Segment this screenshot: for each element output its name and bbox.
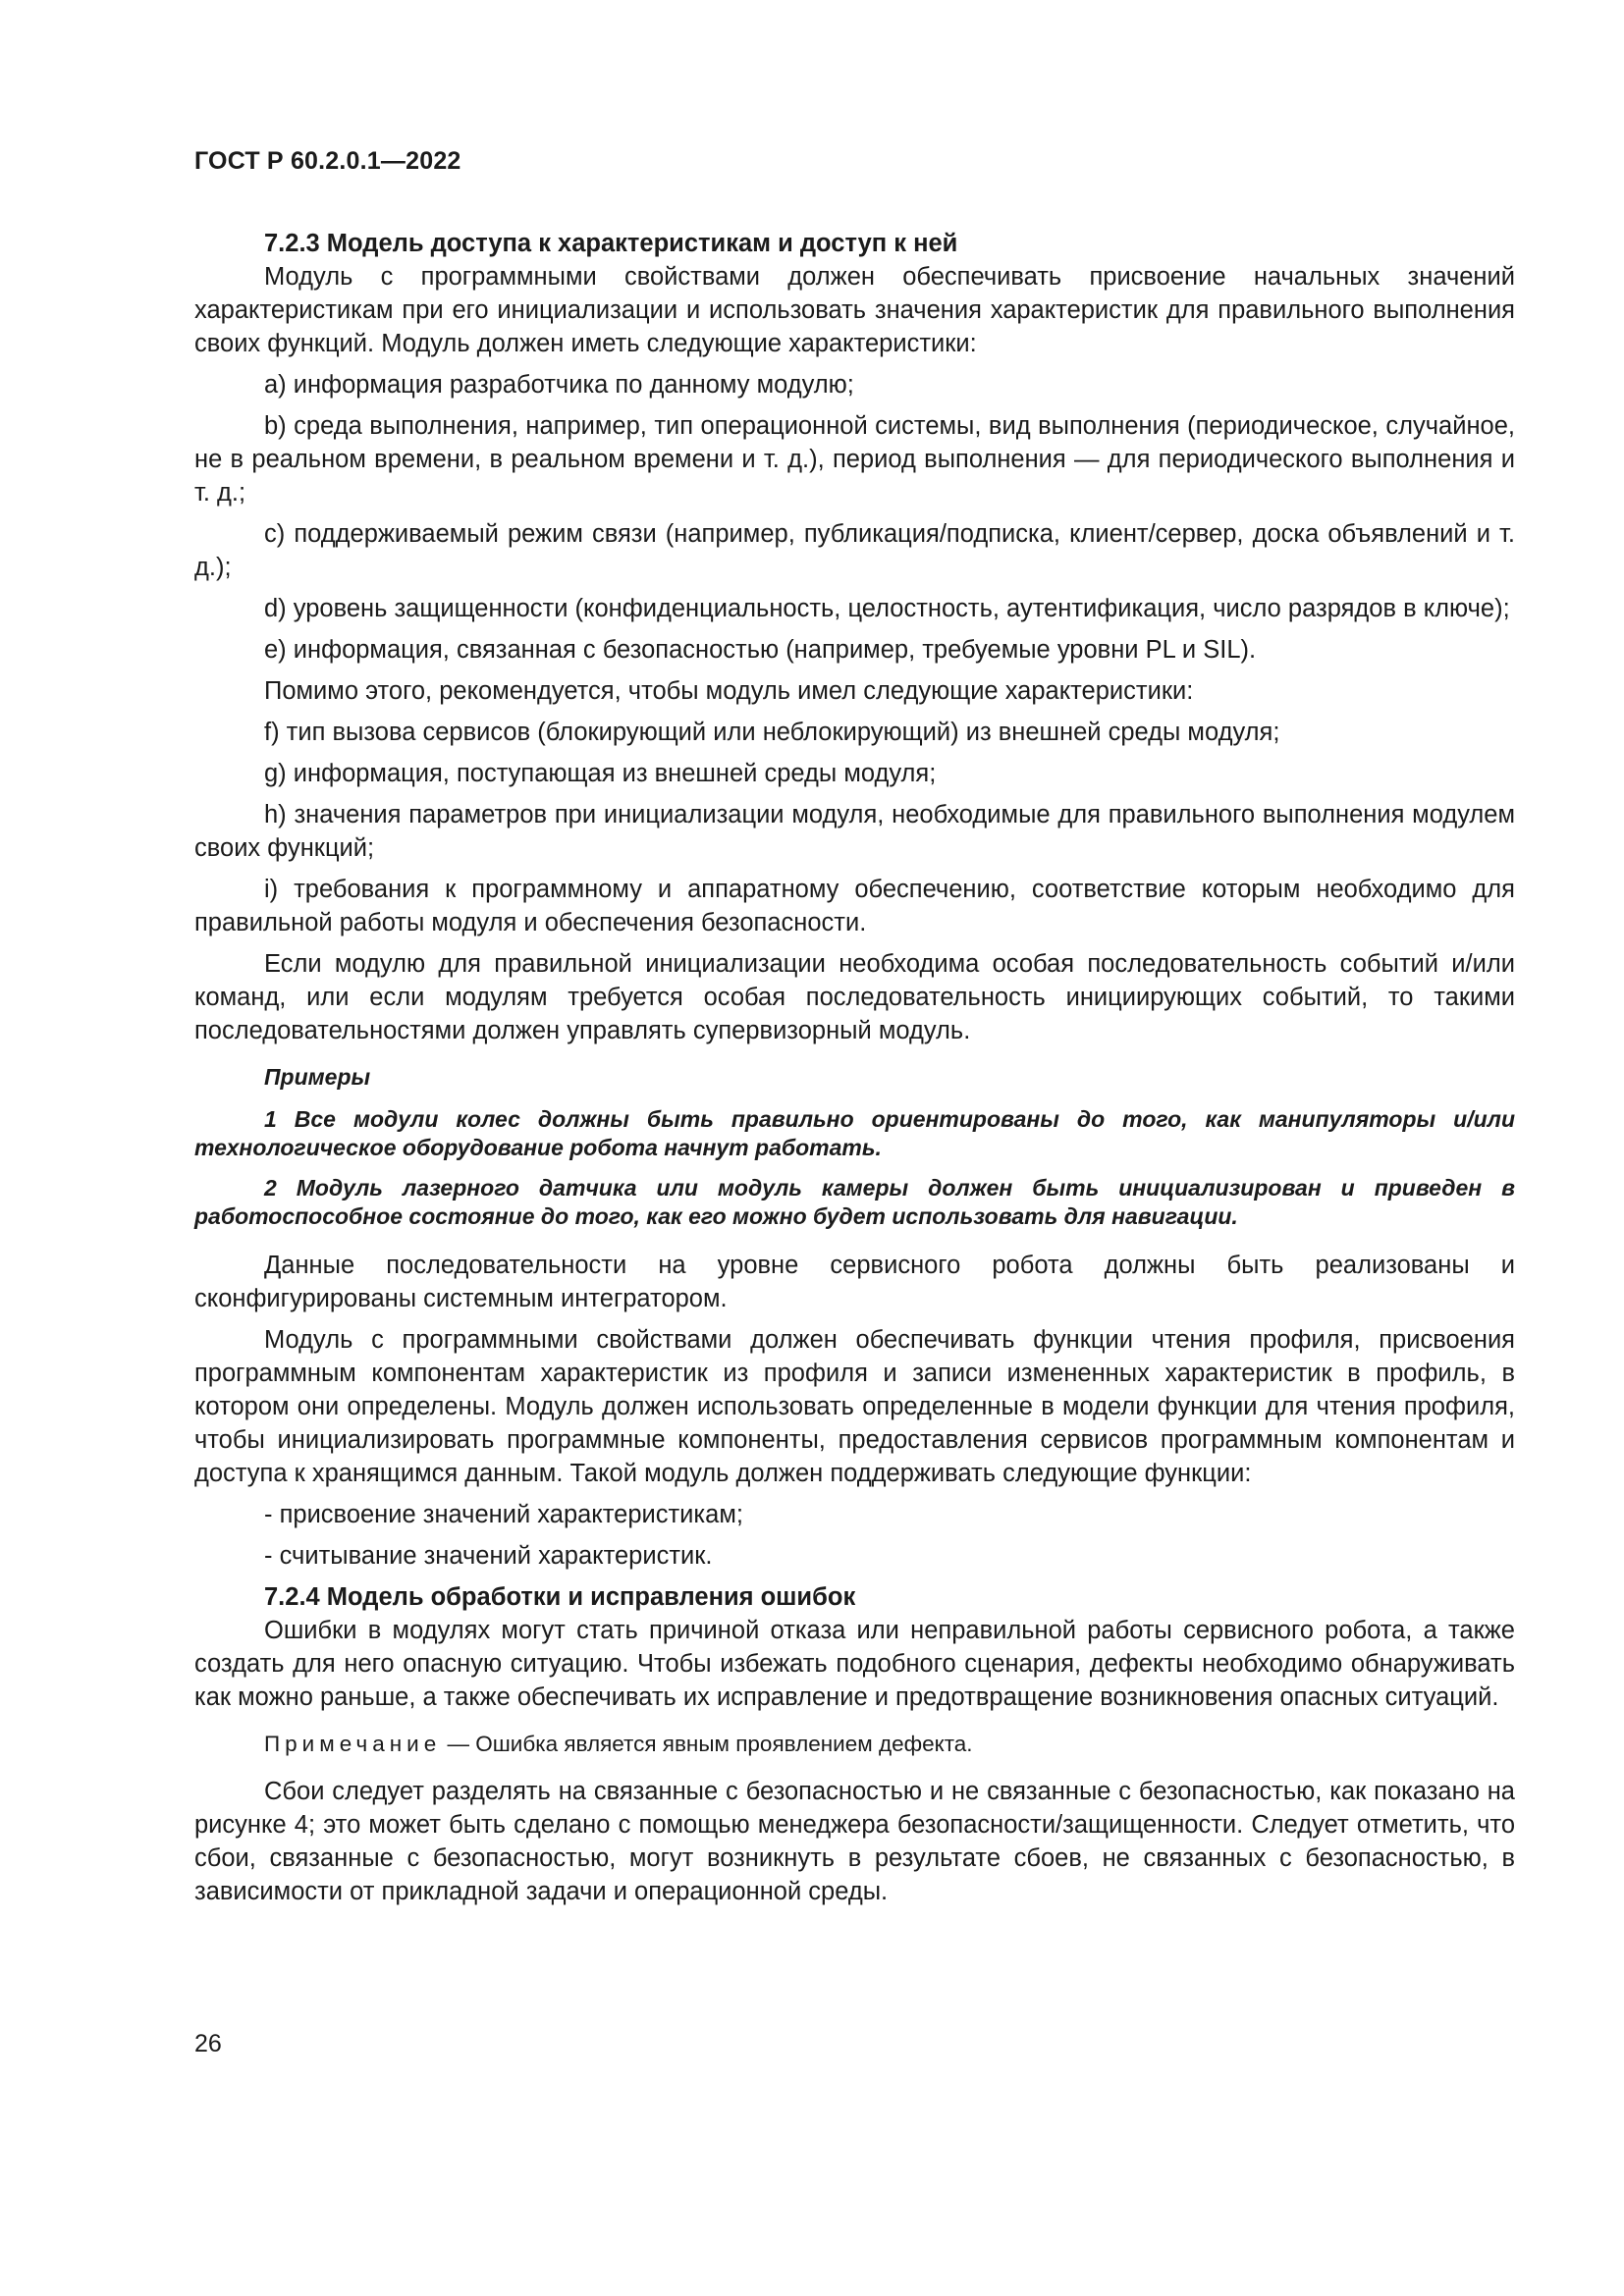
examples-block — [194, 1063, 1515, 1231]
page-number: 26 — [194, 2030, 222, 2057]
note-text: — Ошибка является явным проявлением дефекта. — [441, 1732, 973, 1756]
profile-paragraph: Модуль с программными свойствами должен обеспечивать функции чтения профиля, присвоения программным компонентам характеристик из профиля и записи измененных характеристик в профиль, в котором они определены. Модуль должен использовать определенные в модели функции для чтения профиля, чтобы инициализировать программные компоненты, предоставления сервисов программным компонентам и доступа к хранящимся данным. Такой модуль должен поддерживать следующие функции: — [194, 1326, 1515, 1487]
list-item-c: c) поддерживаемый режим связи (например, публикация/подписка, клиент/сервер, доска объявлений и т. д.); — [194, 520, 1515, 581]
examples-label: Примеры — [264, 1064, 371, 1090]
function-item-read: - считывание значений характеристик. — [264, 1542, 713, 1570]
list-item-a: a) информация разработчика по данному модулю; — [264, 371, 854, 399]
list-item-d: d) уровень защищенности (конфиденциальность, целостность, аутентификация, число разрядов в ключе); — [264, 595, 1510, 622]
section-723-intro: Модуль с программными свойствами должен обеспечивать присвоение начальных значений характеристикам при его инициализации и использовать значения характеристик для правильного выполнения своих функций. Модуль должен иметь следующие характеристики: — [194, 263, 1515, 357]
function-item-assign: - присвоение значений характеристикам; — [264, 1501, 743, 1528]
list-item-b: b) среда выполнения, например, тип операционной системы, вид выполнения (периодическое, случайное, не в реальном времени, в реальном времени и т. д.), период выполнения — для периодического выполнения и т. д.; — [194, 412, 1515, 507]
document-code: ГОСТ Р 60.2.0.1—2022 — [194, 147, 461, 175]
note-label: Примечание — [264, 1732, 442, 1756]
section-724-paragraph-1: Ошибки в модулях могут стать причиной отказа или неправильной работы сервисного робота, а также создать для него опасную ситуацию. Чтобы избежать подобного сценария, дефекты необходимо обнаруживать как можно раньше, а также обеспечивать их исправление и предотвращение возникновения опасных ситуаций. — [194, 1617, 1515, 1711]
list-item-f: f) тип вызова сервисов (блокирующий или неблокирующий) из внешней среды модуля; — [264, 719, 1280, 746]
section-724-heading: 7.2.4 Модель обработки и исправления ошибок — [264, 1583, 856, 1611]
example-2: 2 Модуль лазерного датчика или модуль камеры должен быть инициализирован и приведен в работоспособное состояние до того, как его можно будет использовать для навигации. — [194, 1175, 1515, 1229]
list-item-e: e) информация, связанная с безопасностью (например, требуемые уровни PL и SIL). — [264, 636, 1257, 664]
integrator-paragraph: Данные последовательности на уровне сервисного робота должны быть реализованы и сконфигурированы системным интегратором. — [194, 1252, 1515, 1312]
page-content — [194, 227, 1515, 1908]
list-item-i: i) требования к программному и аппаратному обеспечению, соответствие которым необходимо для правильной работы модуля и обеспечения безопасности. — [194, 876, 1515, 936]
example-1: 1 Все модули колес должны быть правильно ориентированы до того, как манипуляторы и/или технологическое оборудование робота начнут работать. — [194, 1106, 1515, 1160]
list-item-g: g) информация, поступающая из внешней среды модуля; — [264, 760, 937, 787]
note — [194, 1728, 1515, 1761]
section-724-paragraph-2: Сбои следует разделять на связанные с безопасностью и не связанные с безопасностью, как показано на рисунке 4; это может быть сделано с помощью менеджера безопасности/защищенности. Следует отметить, что сбои, связанные с безопасностью, могут возникнуть в результате сбоев, не связанных с безопасностью, в зависимости от прикладной задачи и операционной среды. — [194, 1778, 1515, 1905]
recommended-intro: Помимо этого, рекомендуется, чтобы модуль имел следующие характеристики: — [264, 677, 1194, 705]
sequence-paragraph: Если модулю для правильной инициализации необходима особая последовательность событий и/или команд, или если модулям требуется особая последовательность инициирующих событий, то такими последовательностями должен управлять супервизорный модуль. — [194, 950, 1515, 1044]
list-item-h: h) значения параметров при инициализации модуля, необходимые для правильного выполнения модулем своих функций; — [194, 801, 1515, 862]
section-723-heading: 7.2.3 Модель доступа к характеристикам и доступ к ней — [264, 230, 958, 257]
